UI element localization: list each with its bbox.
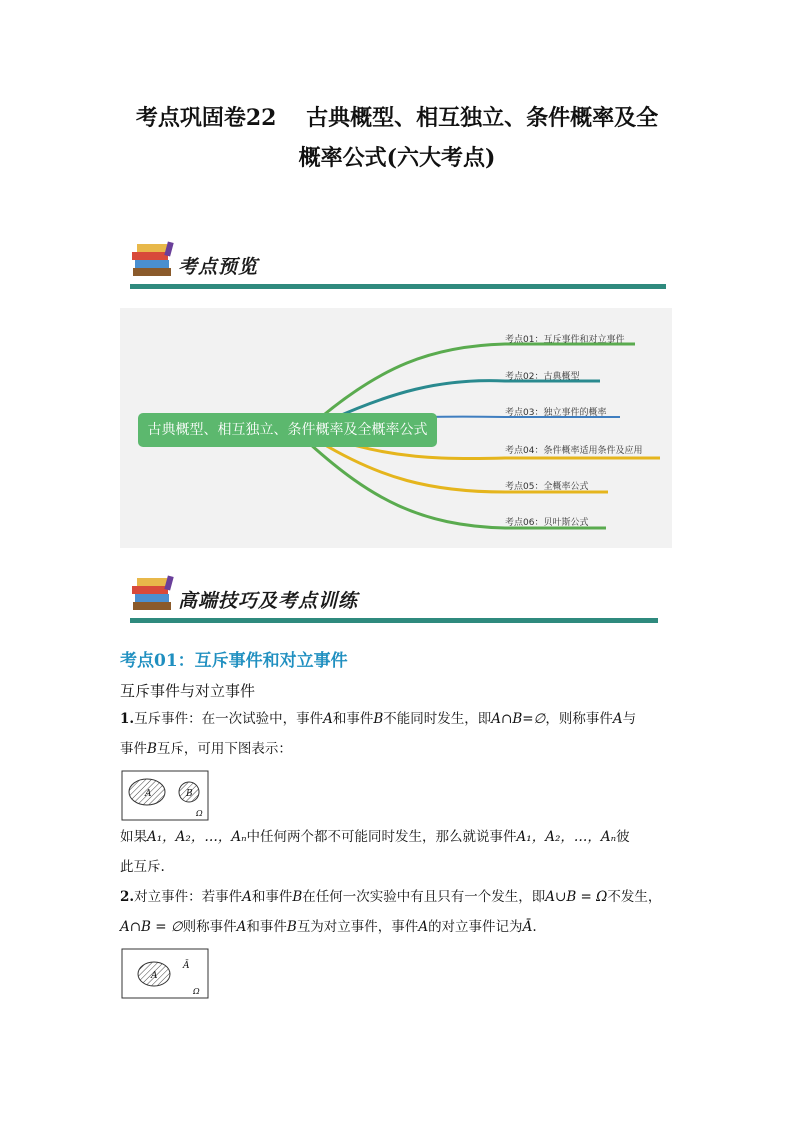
var-b: B (373, 711, 384, 727)
text: 互斥，可用下图表示： (156, 741, 292, 757)
text: 如果 (120, 829, 147, 845)
paragraph-mutually-exclusive (120, 704, 675, 764)
mind-map-root: 古典概型、相互独立、条件概率及全概率公式 (138, 413, 437, 447)
item-number: 1. (120, 711, 135, 727)
venn2-label-a: A (151, 971, 158, 981)
text: 中任何两个都不可能同时发生，那么就说事件 (246, 829, 517, 845)
mind-map-leaf-06: 考点06：贝叶斯公式 (505, 518, 589, 528)
training-banner (130, 574, 658, 624)
formula: A∪B = Ω (545, 889, 608, 905)
event-list: A₁，A₂，…，Aₙ (516, 829, 617, 845)
text: 互为对立事件，事件 (296, 919, 419, 935)
preview-banner-rule (130, 284, 666, 289)
text: ，则称事件 (545, 711, 613, 727)
preview-banner-title: 考点预览 (178, 256, 259, 278)
text: . (532, 919, 537, 935)
section-subheading: 互斥事件与对立事件 (120, 682, 256, 700)
text: 事件 (120, 741, 147, 757)
text: 不发生， (607, 889, 662, 905)
var-a: A (418, 919, 429, 935)
text: 则称事件 (182, 919, 237, 935)
var-b: B (286, 919, 297, 935)
var-a: A (612, 711, 623, 727)
var-a: A (242, 889, 252, 905)
venn-label-a: A (145, 789, 152, 799)
mind-map (120, 308, 672, 548)
books-icon (130, 240, 176, 280)
venn-diagram-complementary (121, 948, 211, 1000)
mind-map-leaf-05: 考点05：全概率公式 (505, 482, 589, 492)
text: 的对立事件记为 (428, 919, 523, 935)
text: 此互斥. (120, 859, 165, 875)
mind-map-leaf-04: 考点04：条件概率适用条件及应用 (505, 446, 643, 456)
var-b: B (147, 741, 157, 757)
formula: A∩B=∅ (491, 711, 546, 727)
paragraph-pairwise-exclusive (120, 822, 675, 882)
item-number: 2. (120, 889, 135, 905)
event-list: A₁，A₂，…，Aₙ (147, 829, 247, 845)
page-title (0, 98, 794, 178)
venn2-label-a-bar: Ā (183, 961, 190, 971)
training-banner-rule (130, 618, 658, 623)
preview-banner (130, 240, 666, 290)
text: 在任何一次实验中有且只有一个发生，即 (302, 889, 546, 905)
paragraph-complementary (120, 882, 675, 942)
training-banner-title: 高端技巧及考点训练 (178, 590, 359, 612)
formula: A∩B = ∅ (120, 919, 183, 935)
var-a: A (236, 919, 247, 935)
text: 不能同时发生，即 (383, 711, 492, 727)
text: ：若事件 (188, 889, 243, 905)
mind-map-leaf-01: 考点01：互斥事件和对立事件 (505, 335, 625, 345)
var-a: A (323, 711, 333, 727)
text: 与 (622, 711, 637, 727)
term-label: 对立事件 (134, 889, 189, 905)
venn2-label-omega: Ω (193, 987, 200, 996)
venn-label-b: B (186, 789, 193, 799)
mind-map-leaf-02: 考点02：古典概型 (505, 372, 580, 382)
text: 和事件 (251, 889, 293, 905)
text: 和事件 (246, 919, 287, 935)
venn-label-omega: Ω (196, 809, 203, 818)
text: ：在一次试验中，事件 (188, 711, 324, 727)
books-icon (130, 574, 176, 614)
venn-diagram-mutually-exclusive (121, 770, 211, 822)
title-line-2: 概率公式(六大考点) (298, 145, 496, 171)
title-line-1: 考点巩固卷22 古典概型、相互独立、条件概率及全 (135, 105, 659, 131)
var-b: B (292, 889, 303, 905)
var-a-bar: Ā (522, 919, 533, 935)
mind-map-leaf-03: 考点03：独立事件的概率 (505, 408, 607, 418)
section-heading: 考点01：互斥事件和对立事件 (120, 651, 348, 671)
term-label: 互斥事件 (134, 711, 189, 727)
text: 彼 (616, 829, 630, 845)
text: 和事件 (332, 711, 374, 727)
